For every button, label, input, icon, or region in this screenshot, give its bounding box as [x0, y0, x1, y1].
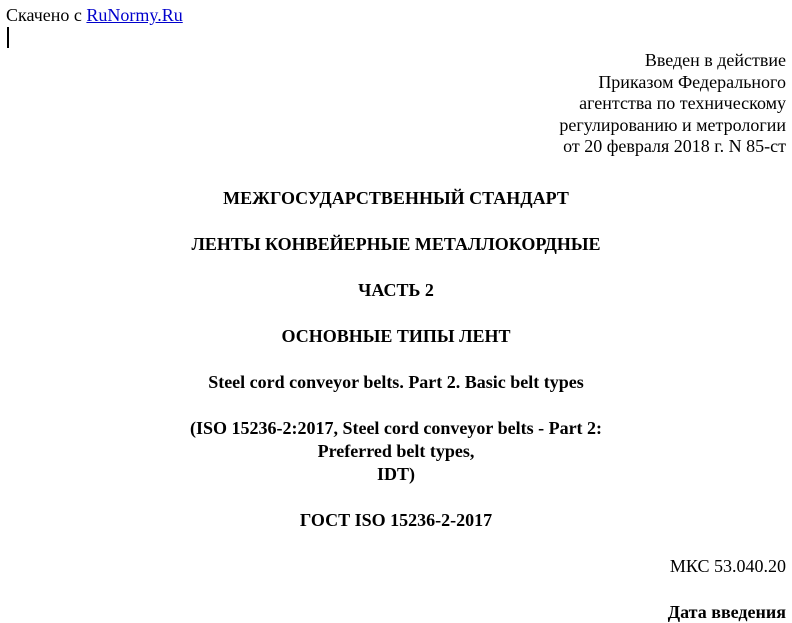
standard-type-heading: МЕЖГОСУДАРСТВЕННЫЙ СТАНДАРТ: [223, 188, 569, 208]
download-prefix: Скачено с: [6, 5, 82, 25]
mks-classification: МКС 53.040.20: [669, 556, 786, 576]
iso-reference-line: Preferred belt types,: [317, 441, 475, 461]
english-title: Steel cord conveyor belts. Part 2. Basic belt types: [208, 372, 584, 392]
part-heading: ЧАСТЬ 2: [358, 280, 434, 300]
introduction-line: регулированию и метрологии: [559, 114, 786, 135]
gost-designation: ГОСТ ISO 15236-2-2017: [299, 510, 493, 530]
introduction-order-block: [559, 50, 786, 158]
effective-date-label: Дата введения: [667, 602, 786, 622]
iso-reference-line: (ISO 15236-2:2017, Steel cord conveyor belts - Part 2:: [189, 418, 603, 438]
introduction-line: от 20 февраля 2018 г. N 85-ст: [563, 136, 786, 156]
introduction-line: Введен в действие: [644, 50, 786, 70]
standard-title: ЛЕНТЫ КОНВЕЙЕРНЫЕ МЕТАЛЛОКОРДНЫЕ: [191, 234, 601, 254]
text-cursor: [7, 27, 9, 48]
runormy-link[interactable]: RuNormy.Ru: [86, 5, 183, 25]
introduction-line: Приказом Федерального: [598, 71, 786, 92]
download-source-line: [6, 4, 183, 26]
subtitle-heading: ОСНОВНЫЕ ТИПЫ ЛЕНТ: [281, 326, 511, 346]
iso-reference-line: IDT): [376, 464, 415, 484]
introduction-line: агентства по техническому: [579, 93, 786, 113]
